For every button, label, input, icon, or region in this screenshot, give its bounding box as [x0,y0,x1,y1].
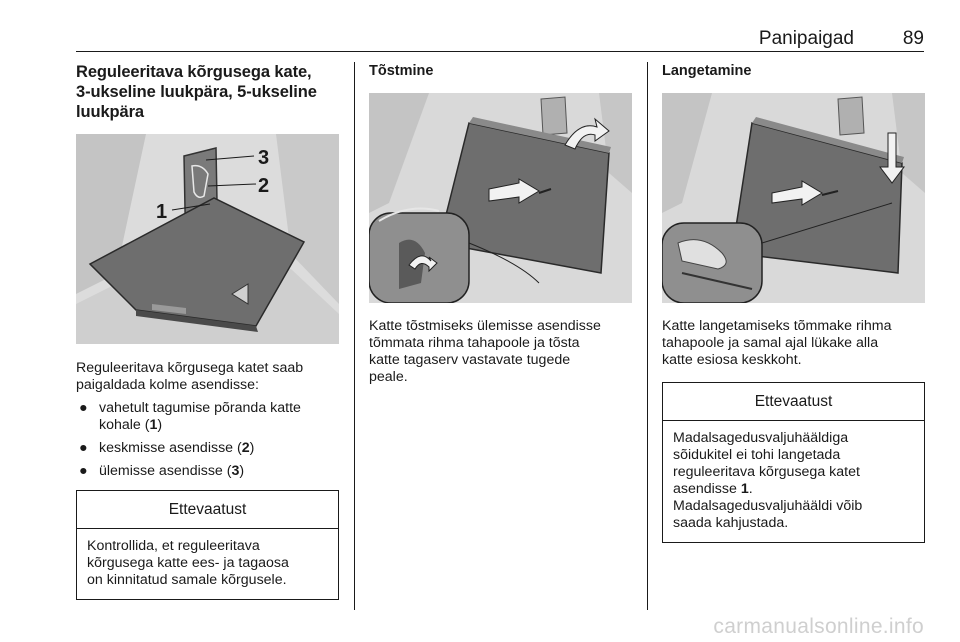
section-title: Panipaigad [758,28,854,49]
bullet-icon: ● [79,440,88,456]
list-item: ● vahetult tagumise põranda katte kohale (1) [79,400,301,433]
column-divider-2 [647,62,648,610]
page-header [76,26,924,52]
column-divider-1 [354,62,355,610]
position-list [76,400,339,480]
bullet-icon: ● [79,400,88,416]
bullet-icon: ● [79,463,88,479]
list-item: ● keskmisse asendisse (2) [79,440,255,456]
caution-heading: Ettevaatust [663,383,924,421]
raising-heading: Tõstmine [369,63,434,79]
raising-figure [369,93,632,303]
lowering-text: Katte langetamiseks tõmmake rihma tahapoole ja samal ajal lükake alla katte esiosa keskkoht. [662,318,892,368]
column-1 [76,62,339,600]
caution-box [76,490,339,600]
lowering-figure [662,93,925,303]
caution-box-speaker [662,382,925,543]
column-2 [369,62,632,386]
figure-label-1: 1 [156,201,168,223]
page-number: 89 [902,28,924,49]
raising-text: Katte tõstmiseks ülemisse asendisse tõmmata rihma tahapoole ja tõsta katte tagaserv vastavate tugede peale. [369,318,601,385]
cover-positions-figure [76,134,339,344]
figure-label-3: 3 [258,147,270,169]
intro-text: Reguleeritava kõrgusega katet saab paigaldada kolme asendisse: [76,360,304,393]
caution-heading: Ettevaatust [77,491,338,529]
caution-text: Kontrollida, et reguleeritava kõrgusega katte ees- ja tagaosa on kinnitatud samale kõrgusele. [87,538,289,588]
lowering-heading: Langetamine [662,63,752,79]
section-heading: Reguleeritava kõrgusega kate, 3-ukseline luukpära, 5-ukseline luukpära [76,63,317,121]
column-3 [662,62,925,543]
figure-label-2: 2 [258,175,270,197]
list-item: ● ülemisse asendisse (3) [79,463,245,479]
caution-text: Madalsagedusvaljuhääldiga sõidukitel ei tohi langetada reguleeritava kõrgusega katet asendisse 1. Madalsagedusvaljuhääldi võib saada kahjustada. [673,430,863,531]
watermark: carmanualsonline.info [713,615,924,638]
